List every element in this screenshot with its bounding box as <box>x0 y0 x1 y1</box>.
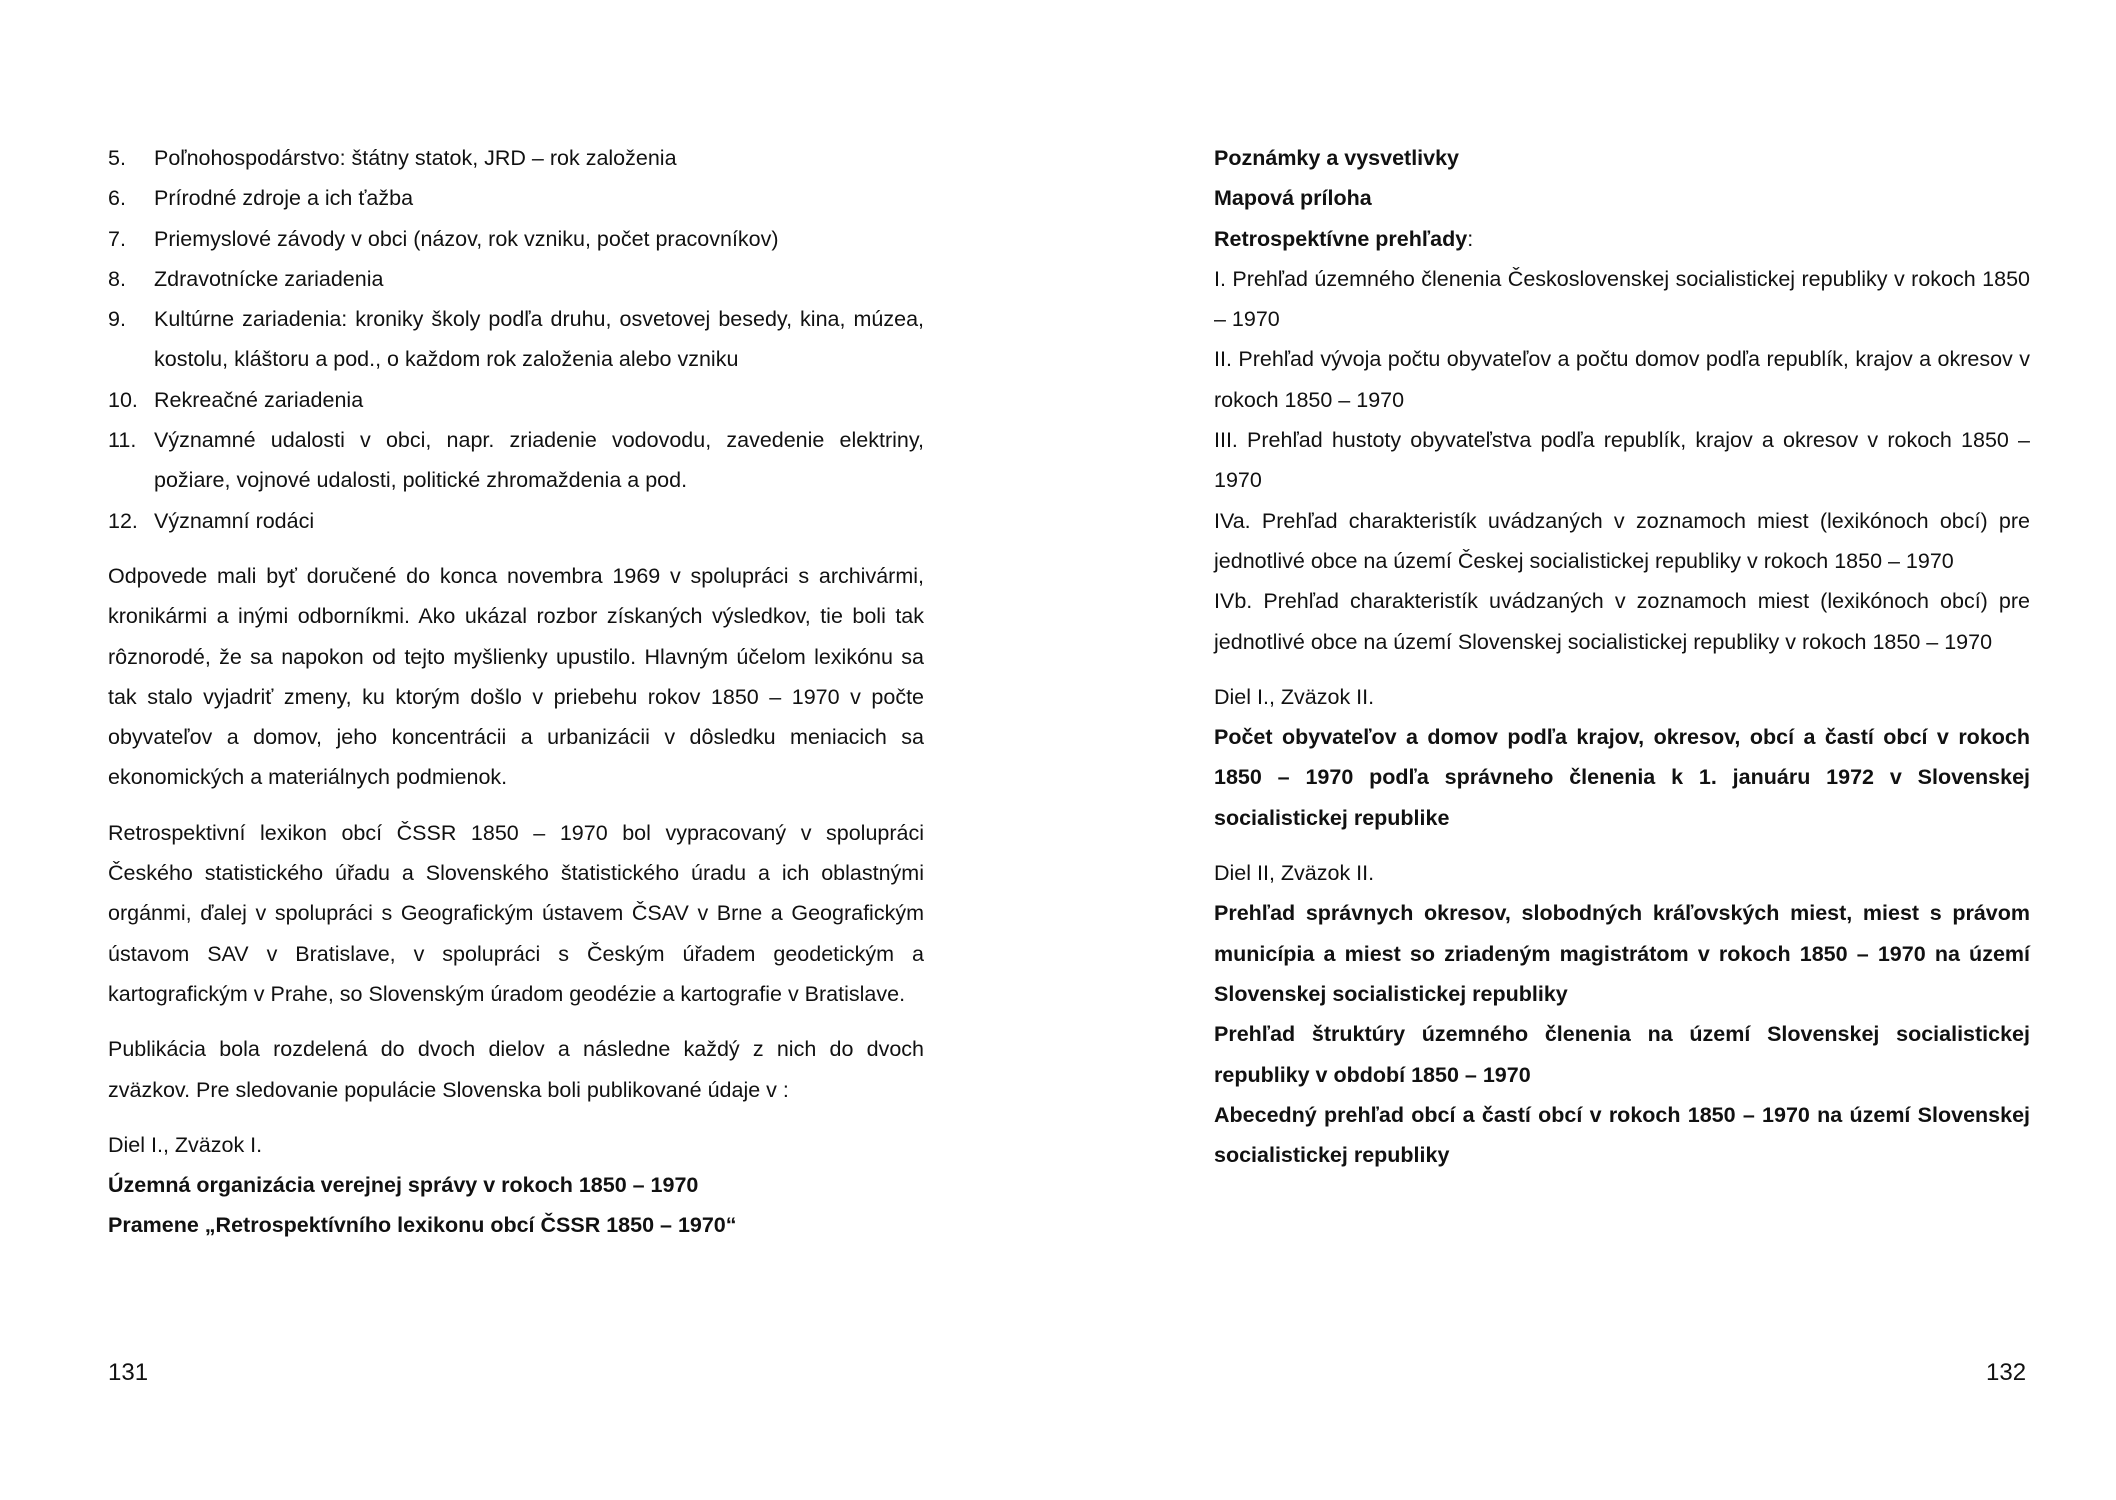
volume-label: Diel I., Zväzok I. <box>108 1132 263 1157</box>
page-number-right: 132 <box>1986 1359 2027 1386</box>
list-item-text: Zdravotnícke zariadenia <box>154 266 384 291</box>
right-page <box>1214 138 2030 1175</box>
list-item-number: 10. <box>108 387 138 412</box>
list-item-text: Významné udalosti v obci, napr. zriadenie vodovodu, zavedenie elektriny, požiare, vojnové udalosti, politické zhromaždenia a pod. <box>154 428 924 493</box>
list-item <box>108 380 924 420</box>
list-item-text: Prírodné zdroje a ich ťažba <box>154 186 414 211</box>
list-item <box>108 259 924 299</box>
left-page <box>108 138 924 1246</box>
list-item-text: Poľnohospodárstvo: štátny statok, JRD – rok založenia <box>154 146 677 170</box>
list-item-number: 7. <box>108 226 126 251</box>
paragraph-lexicon-authors: Retrospektivní lexikon obcí ČSSR 1850 – 1970 bol vypracovaný v spolupráci Českého statistického úřadu a Slovenského štatistického úradu a ich oblastnými orgánmi, ďalej v spolupráci s Geografickým ústavem ČSAV v Brne a Geografickým ústavom SAV v Bratislave, v spolupráci s Českým úřadem geodetickým a kartografickým v Prahe, so Slovenským úradom geodézie a kartografie v Bratislave. <box>108 820 924 1006</box>
overview-item: IVb. Prehľad charakteristík uvádzaných v zoznamoch miest (lexikónoch obcí) pre jednotlivé obce na území Slovenskej socialistickej republiky v rokoch 1850 – 1970 <box>1214 589 2030 654</box>
list-item <box>108 501 924 541</box>
heading-retrospective-colon: : <box>1467 226 1474 251</box>
paragraph-responses: Odpovede mali byť doručené do konca novembra 1969 v spolupráci s archivármi, kronikármi a inými odborníkmi. Ako ukázal rozbor získaných výsledkov, tie boli tak rôznorodé, že sa napokon od tejto myšlienky upustilo. Hlavným účelom lexikónu sa tak stalo vyjadriť zmeny, ku ktorým došlo v priebehu rokov 1850 – 1970 v počte obyvateľov a domov, jeho koncentrácii a urbanizácii v dôsledku meniacich sa ekonomických a materiálnych podmienok. <box>108 563 924 790</box>
list-item <box>108 219 924 259</box>
list-item-number: 11. <box>108 428 137 453</box>
volume-label: Diel II, Zväzok II. <box>1214 861 1375 886</box>
overview-item: I. Prehľad územného členenia Československej socialistickej republiky v rokoch 1850 – 1970 <box>1214 266 2030 332</box>
volume-title: Prehľad štruktúry územného členenia na území Slovenskej socialistickej republiky v období 1850 – 1970 <box>1214 1022 2030 1087</box>
list-item-number: 12. <box>108 508 138 533</box>
list-item <box>108 138 924 178</box>
list-item-text: Rekreačné zariadenia <box>154 387 364 412</box>
heading-map-appendix: Mapová príloha <box>1214 186 1372 211</box>
volume-title: Prehľad správnych okresov, slobodných kráľovských miest, miest s právom municípia a miest so zriadeným magistrátom v rokoch 1850 – 1970 na území Slovenskej socialistickej republiky <box>1214 901 2030 1006</box>
overview-item: IVa. Prehľad charakteristík uvádzaných v zoznamoch miest (lexikónoch obcí) pre jednotlivé obce na území Českej socialistickej republiky v rokoch 1850 – 1970 <box>1214 508 2030 573</box>
list-item-number: 9. <box>108 307 126 332</box>
heading-retrospective <box>1214 219 2030 259</box>
heading-notes: Poznámky a vysvetlivky <box>1214 146 1460 170</box>
list-item-number: 6. <box>108 186 126 211</box>
overview-item: III. Prehľad hustoty obyvateľstva podľa republík, krajov a okresov v rokoch 1850 – 1970 <box>1214 428 2030 493</box>
list-item-text: Kultúrne zariadenia: kroniky školy podľa druhu, osvetovej besedy, kina, múzea, kostolu, kláštoru a pod., o každom rok založenia alebo vzniku <box>154 307 924 372</box>
volume-label: Diel I., Zväzok II. <box>1214 684 1375 709</box>
questionnaire-list <box>108 138 924 541</box>
volume-title: Územná organizácia verejnej správy v rokoch 1850 – 1970 <box>108 1173 699 1198</box>
list-item-number: 5. <box>108 146 126 170</box>
paragraph-publication: Publikácia bola rozdelená do dvoch dielov a následne každý z nich do dvoch zväzkov. Pre sledovanie populácie Slovenska boli publikované údaje v : <box>108 1037 924 1102</box>
list-item-text: Priemyslové závody v obci (názov, rok vzniku, počet pracovníkov) <box>154 226 779 251</box>
volume-title: Pramene „Retrospektívního lexikonu obcí ČSSR 1850 – 1970“ <box>108 1213 737 1238</box>
list-item-text: Významní rodáci <box>154 508 315 533</box>
page-number-left: 131 <box>108 1359 149 1386</box>
volume-title: Abecedný prehľad obcí a častí obcí v rokoch 1850 – 1970 na území Slovenskej socialistickej republiky <box>1214 1102 2030 1168</box>
volume-title: Počet obyvateľov a domov podľa krajov, okresov, obcí a častí obcí v rokoch 1850 – 1970 podľa správneho členenia k 1. januáru 1972 v Slovenskej socialistickej republike <box>1214 725 2030 830</box>
list-item <box>108 420 924 501</box>
heading-retrospective-label: Retrospektívne prehľady <box>1214 226 1468 251</box>
list-item-number: 8. <box>108 266 126 291</box>
overview-item: II. Prehľad vývoja počtu obyvateľov a počtu domov podľa republík, krajov a okresov v rokoch 1850 – 1970 <box>1214 347 2030 412</box>
list-item <box>108 178 924 218</box>
list-item <box>108 299 924 380</box>
